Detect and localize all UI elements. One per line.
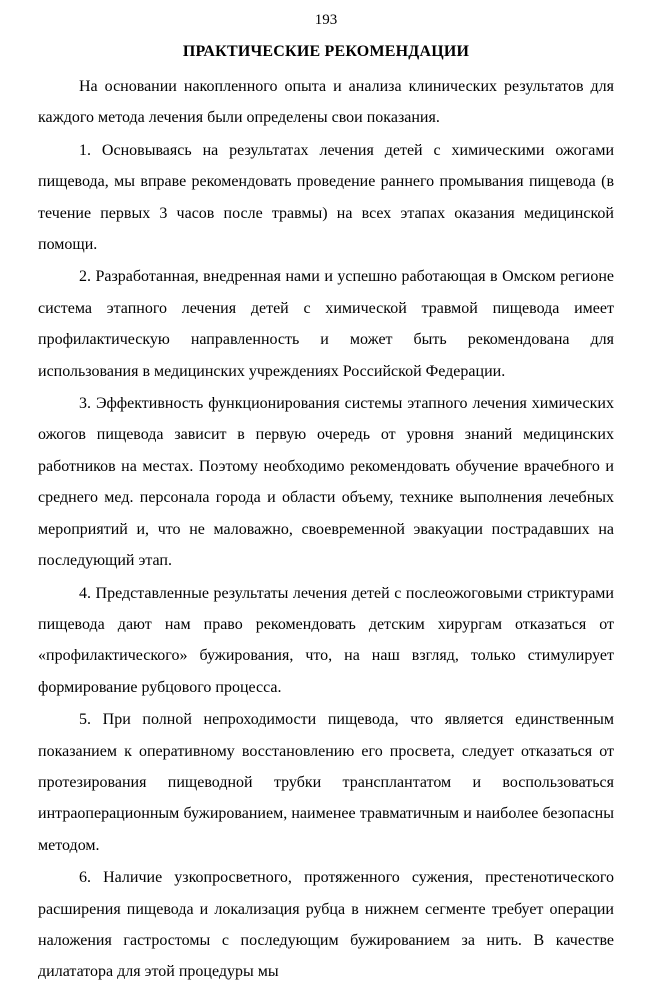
paragraph-recommendation-4: 4. Представленные результаты лечения детей с послеожоговыми стриктурами пищевода дают нам право рекомендовать детским хирургам отказаться от «профилактического» бужирования, что, на наш взгляд, только стимулирует формирование рубцового процесса. xyxy=(38,584,614,696)
paragraph-recommendation-3: 3. Эффективность функционирования системы этапного лечения химических ожогов пищевода зависит в первую очередь от уровня знаний медицинских работников на местах. Поэтому необходимо рекомендовать обучение врачебного и среднего мед. персонала города и области объему, технике выполнения лечебных мероприятий и, что не маловажно, своевременной эвакуации пострадавших на последующий этап. xyxy=(38,395,614,570)
page-title: ПРАКТИЧЕСКИЕ РЕКОМЕНДАЦИИ xyxy=(182,43,470,60)
paragraph-recommendation-5: 5. При полной непроходимости пищевода, что является единственным показанием к оперативному восстановлению его просвета, следует отказаться от протезирования пищеводной трубки трансплантатом и воспользоваться интраоперационным бужированием, наименее травматичным и наиболее безопасны методом. xyxy=(38,711,614,854)
paragraph-recommendation-2: 2. Разработанная, внедренная нами и успешно работающая в Омском регионе система этапного лечения детей с химической травмой пищевода имеет профилактическую направленность и может быть рекомендована для использования в медицинских учреждениях Российской Федерации. xyxy=(38,268,614,380)
page-number: 193 xyxy=(314,12,338,28)
paragraph-intro: На основании накопленного опыта и анализа клинических результатов для каждого метода лечения были определены свои показания. xyxy=(38,78,614,127)
paragraph-recommendation-6: 6. Наличие узкопросветного, протяженного сужения, престенотического расширения пищевода и локализация рубца в нижнем сегменте требует операции наложения гастростомы с последующим бужированием за нить. В качестве дилататора для этой процедуры мы xyxy=(38,869,614,981)
paragraph-recommendation-1: 1. Основываясь на результатах лечения детей с химическими ожогами пищевода, мы вправе рекомендовать проведение раннего промывания пищевода (в течение первых 3 часов после травмы) на всех этапах оказания медицинской помощи. xyxy=(38,141,614,254)
